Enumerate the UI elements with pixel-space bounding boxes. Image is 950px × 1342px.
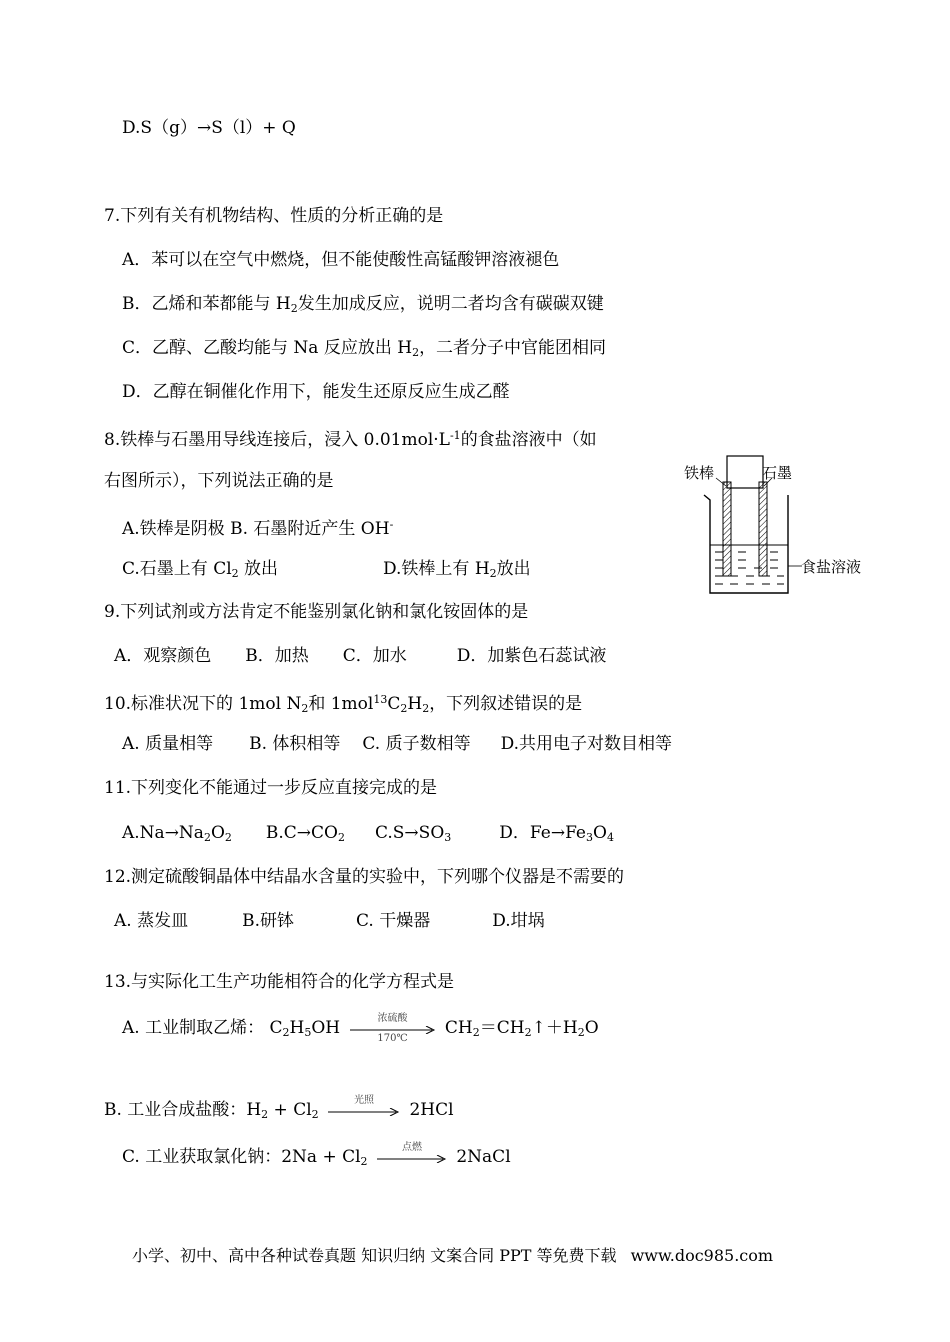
q10-option-c: C. 质子数相等 bbox=[362, 734, 471, 754]
q11-option-c: $C.S\to SO_3$ bbox=[374, 823, 452, 844]
q13-c-product: 2NaCl bbox=[456, 1147, 511, 1167]
page-footer bbox=[132, 1243, 773, 1266]
q13-option-a: A. 工业制取乙烯： $C_2H_5OH$ 浓硫酸 170℃ $CH_2=CH_2↑+H_2O$ bbox=[122, 1012, 599, 1044]
q13-a-condition-bottom: 170℃ bbox=[377, 1032, 408, 1044]
q9-option-c: C．加水 bbox=[342, 646, 407, 666]
q13-c-reactant: $2Na + Cl_2$ bbox=[281, 1147, 368, 1168]
q12-stem: 12.测定硫酸铜晶体中结晶水含量的实验中，下列哪个仪器是不需要的 bbox=[104, 867, 625, 887]
q9-option-a: A．观察颜色 bbox=[114, 646, 212, 666]
q10-option-b: B. 体积相等 bbox=[249, 734, 341, 754]
reaction-arrow-icon bbox=[377, 1141, 447, 1169]
figure-label-graphite: 石墨 bbox=[762, 464, 793, 482]
q12-option-a: A. 蒸发皿 bbox=[114, 911, 189, 931]
footer-link[interactable]: www.doc985.com bbox=[630, 1246, 774, 1265]
q6-option-d bbox=[122, 117, 296, 139]
q13-a-reactant: $C_2H_5OH$ bbox=[269, 1018, 341, 1039]
figure-label-solution: 食盐溶液 bbox=[801, 558, 862, 576]
q11-option-a: $A.Na\to Na_2O_2$ bbox=[122, 823, 232, 844]
q11-option-d: D．$Fe\to Fe_3O_4$ bbox=[499, 823, 614, 844]
figure-label-iron: 铁棒 bbox=[684, 464, 715, 482]
q13-b-condition: 光照 bbox=[354, 1094, 375, 1106]
q7-stem: 7.下列有关有机物结构、性质的分析正确的是 bbox=[104, 206, 444, 226]
reaction-arrow-icon bbox=[350, 1012, 436, 1044]
q13-a-product: $CH_2=CH_2↑+H_2O$ bbox=[444, 1018, 599, 1039]
q7-option-a: A．苯可以在空气中燃烧，但不能使酸性高锰酸钾溶液褪色 bbox=[122, 250, 560, 270]
q8-option-c: C.石墨上有 $Cl_2$ 放出 bbox=[122, 559, 279, 580]
q13-b-product: 2HCl bbox=[409, 1100, 454, 1120]
q12-option-c: C. 干燥器 bbox=[356, 911, 431, 931]
q9-options bbox=[114, 645, 606, 667]
q7-option-c: C．乙醇、乙酸均能与 Na 反应放出 $H_2$，二者分子中官能团相同 bbox=[122, 338, 607, 359]
q7-option-b: B．乙烯和苯都能与 $H_2$发生加成反应，说明二者均含有碳碳双键 bbox=[122, 294, 604, 315]
q7-option-d: D．乙醇在铜催化作用下，能发生还原反应生成乙醛 bbox=[122, 382, 510, 402]
q8-stem-line1: 8.铁棒与石墨用导线连接后，浸入 $0.01mol\cdot L^{-1}$的食盐溶液中（如 bbox=[104, 429, 597, 450]
q13-option-c: C. 工业获取氯化钠：$2Na + Cl_2$ 点燃 2NaCl bbox=[122, 1141, 511, 1168]
q12-option-b: B.研钵 bbox=[242, 911, 294, 931]
q8-stem-line2: 右图所示），下列说法正确的是 bbox=[104, 471, 334, 491]
q10-options bbox=[122, 733, 672, 755]
q9-option-b: B．加热 bbox=[245, 646, 309, 666]
q10-option-a: A. 质量相等 bbox=[122, 734, 214, 754]
q10-stem: 10.标准状况下的 1mol $N_2$和 $1mol^{13}C_2H_2$，下列叙述错误的是 bbox=[104, 693, 583, 715]
q6-option-d-text: D.S（g）→S（l）+ Q bbox=[122, 118, 296, 138]
q13-stem: 13.与实际化工生产功能相符合的化学方程式是 bbox=[104, 972, 455, 992]
q11-options bbox=[122, 822, 614, 849]
q12-options bbox=[114, 910, 545, 932]
q12-option-d: D.坩埚 bbox=[492, 911, 545, 931]
q13-c-condition: 点燃 bbox=[401, 1141, 422, 1153]
q9-stem: 9.下列试剂或方法肯定不能鉴别氯化钠和氯化铵固体的是 bbox=[104, 602, 529, 622]
q13-b-reactant: $H_2 + Cl_2$ bbox=[246, 1100, 319, 1121]
q8-option-d: D.铁棒上有 $H_2$放出 bbox=[383, 559, 531, 580]
reaction-arrow-icon bbox=[328, 1094, 400, 1122]
q9-option-d: D．加紫色石蕊试液 bbox=[456, 646, 607, 666]
q8-options-ab: A.铁棒是阴极 B. 石墨附近产生 OH- bbox=[122, 518, 394, 539]
q13-option-b: B. 工业合成盐酸：$H_2 + Cl_2$ 光照 2HCl bbox=[104, 1094, 454, 1121]
electrolysis-figure bbox=[680, 448, 880, 598]
q11-stem: 11.下列变化不能通过一步反应直接完成的是 bbox=[104, 778, 438, 798]
q11-option-b: $B.C\to CO_2$ bbox=[265, 823, 345, 844]
q13-a-condition-top: 浓硫酸 bbox=[377, 1012, 408, 1024]
q10-option-d: D.共用电子对数目相等 bbox=[500, 734, 673, 754]
footer-text: 小学、初中、高中各种试卷真题 知识归纳 文案合同 PPT 等免费下载 bbox=[132, 1246, 617, 1265]
